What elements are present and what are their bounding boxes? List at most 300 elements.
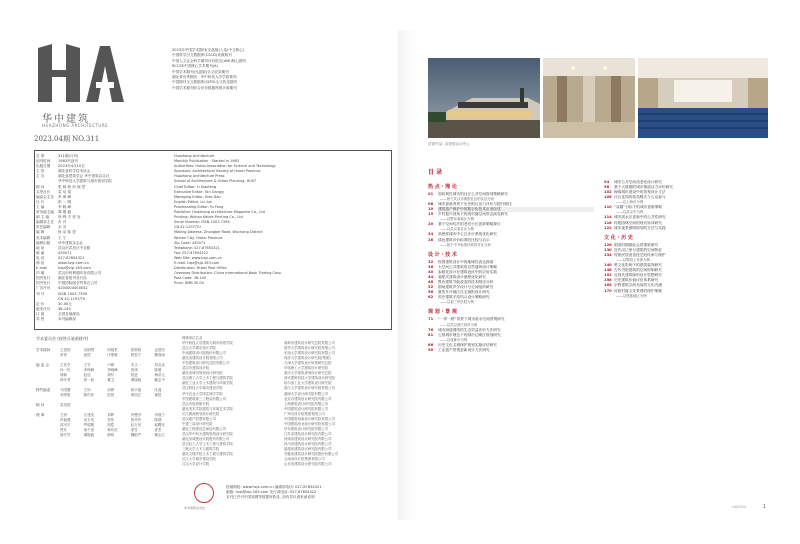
toc-item-subtitle: ——以某三甲医院为例 — [440, 300, 474, 305]
info-en-line: Distribution: Hubei Post Office — [174, 266, 227, 271]
committee-member: 冀志江 — [154, 433, 165, 437]
info-value: 王 宁 — [58, 235, 67, 240]
committee-member: 黄居正 — [130, 393, 142, 397]
member-unit: 华中科技大学建筑与城市规划学院 — [182, 341, 233, 346]
committee-group-label: 理 事 — [36, 413, 45, 417]
toc-item-title: 传统村落文化景观的保护策略 — [614, 288, 662, 293]
committee-member: 李保峰 — [83, 368, 95, 372]
award-line: 2023年中国学术期刊(光盘版)入选(中文核心) — [172, 48, 245, 52]
committee-group — [36, 363, 176, 383]
committee-names — [60, 388, 176, 398]
committee-member: 马国馨 — [60, 388, 71, 392]
toc-item-title: 城市公共空间适老化设计研究 — [614, 180, 662, 184]
toc-item-title: 宗教建筑空间布局的文化内涵 — [614, 283, 662, 288]
toc-item-subtitle: ——以武汉市为例 — [616, 210, 644, 215]
info-value: 武汉市科利德印务有限公司 — [58, 271, 102, 276]
info-value: 湖北省报刊发行局 — [58, 276, 87, 281]
member-unit: 中建三局设计研究院 — [182, 421, 213, 426]
toc-item-title: 既有建筑节能改造的技术路径分析 — [438, 280, 494, 285]
info-value: 本刊编辑部 — [58, 317, 76, 321]
member-unit: 广州市设计院集团有限公司 — [284, 411, 325, 416]
award-line: 中国期刊全文数据库(CJFD)全文收录期刊 — [172, 80, 238, 85]
toc-item-title: 近现代建筑师的设计思想研究 — [614, 273, 662, 278]
toc-item-title: 剧场建筑声学设计与空间组织研究 — [438, 285, 494, 290]
toc-item-title: 绿色建筑评价标准的比较与启示 — [438, 237, 490, 242]
committee-member: 庄惟敏 — [107, 353, 118, 357]
exterior-photo — [428, 58, 540, 138]
toc-column-left — [428, 180, 594, 353]
toc-page-number: 126 — [604, 242, 612, 247]
exterior-photo-graphic — [428, 58, 540, 138]
info-key: 网 址 — [36, 260, 45, 265]
member-unit: 中南建筑设计院股份有限公司 — [182, 351, 227, 356]
member-unit: 华东建筑设计研究院有限公司 — [284, 426, 329, 431]
info-en-line: Wuhan City, Hubei Province — [174, 235, 223, 240]
contents-page — [424, 30, 780, 520]
committee-member: 戴志中 — [154, 378, 165, 382]
committee-group-label: 学术顾问 — [36, 348, 51, 352]
info-key: 零 售 — [36, 317, 45, 321]
info-key: E-mail — [36, 266, 48, 271]
info-key: 邮发代号 — [36, 306, 51, 311]
info-key: 编辑部主任 — [36, 220, 54, 225]
toc-page-number: 01 — [428, 192, 434, 196]
member-unit: 清华大学建筑设计研究院有限公司 — [284, 346, 335, 351]
committee-member: 张锦秋 — [130, 348, 142, 352]
seal-icon — [194, 483, 214, 503]
member-unit: 江汉大学设计学院 — [182, 462, 210, 467]
info-key: 创刊时间 — [36, 159, 51, 164]
committee-member: 刘克成 — [154, 363, 165, 367]
member-unit: 湖北工程建设总承包有限公司 — [182, 426, 227, 431]
ha-logo — [36, 44, 126, 104]
award-line: 湖北省优秀期刊 · 华中科技大学学报系列 — [172, 75, 237, 80]
info-value: 311期(月刊) — [58, 154, 79, 158]
committee-member: 曾坚 — [154, 428, 162, 432]
info-en-line: Post Code: 38-140 — [174, 276, 207, 281]
info-key: 美术编辑 — [36, 235, 51, 240]
toc-item-subtitle: ——基于武汉市典型社区的实证分析 — [440, 197, 495, 202]
toc-item — [428, 348, 594, 353]
committee-names — [60, 403, 176, 408]
member-unit: 湖北美术学院建筑与环境艺术学院 — [182, 406, 233, 411]
toc-page-number: 10 — [428, 207, 434, 212]
member-unit: 福建省建筑设计研究院有限公司 — [284, 447, 332, 452]
toc-item — [604, 289, 776, 294]
logo-english-name: HUAZHONG ARCHITECTURE — [42, 123, 109, 128]
toc-item-title: 基于大数据的城市街道活力评价研究 — [614, 185, 673, 190]
info-value: 华中科技大学建筑与城市规划学院 — [58, 179, 112, 184]
member-unit: 四川省建筑设计研究院有限公司 — [284, 441, 332, 446]
committee-member: 陈伯冲 — [83, 393, 95, 397]
committee-member: 张颀 — [130, 368, 138, 372]
toc-item-title: 建筑遗产保护中的数字化技术应用综述 — [438, 207, 594, 212]
committee-names — [60, 413, 176, 438]
info-value: ISSN 1003-739X — [58, 291, 88, 296]
award-line: 中国人文社会科学期刊评价报告(AMI)核心期刊 — [172, 58, 247, 63]
committee-member: 刘晖 — [107, 413, 115, 417]
member-unit: 湖南大学设计研究院有限公司 — [284, 391, 329, 396]
toc-item-title: 传统园林空间的现代转译研究 — [614, 220, 662, 225]
toc-page-number: 146 — [604, 268, 612, 273]
info-key: 地 址 — [36, 245, 45, 250]
info-key: 名誉社长 — [36, 189, 51, 194]
toc-section-title: 文 化 · 历 史 — [604, 234, 633, 241]
member-unit: 山东省建筑设计研究院有限公司 — [284, 462, 332, 467]
committee-group — [36, 348, 176, 358]
info-value: 湖北省建筑学会 华中建筑杂志社 — [58, 174, 110, 179]
committee-member: 韩冬青 — [60, 378, 71, 382]
member-unit: 武汉市规划研究院 — [182, 401, 210, 406]
award-line: 中国科学引文数据库(CSCD)来源期刊 — [172, 53, 232, 58]
committee-member: 魏皓严 — [130, 433, 142, 437]
toc-page-number: 36 — [428, 264, 434, 269]
toc-item-subtitle: ——以鄂东南地区为例 — [440, 217, 474, 222]
toc-page-number: 118 — [604, 220, 612, 225]
committee-member: 董卫 — [107, 378, 115, 382]
toc-page-number: 106 — [604, 195, 612, 200]
toc-item — [428, 317, 594, 322]
member-unit: 武汉华中科大建筑规划设计研究院 — [182, 431, 233, 436]
info-key: 订 阅 — [36, 311, 45, 316]
committee-member: 梁雪 — [130, 428, 138, 432]
toc-item-title: 夏热冬冷地区住宅遮阳设计研究 — [438, 290, 490, 295]
info-en-line: CN 42-1197/TU — [174, 225, 201, 230]
info-en-line: Sponsors: Architectural Society of Hubei Province — [174, 169, 261, 174]
logo-chinese-name: 华中建筑 — [42, 114, 90, 125]
info-value: 余 芳 — [58, 225, 67, 230]
info-value: 彭 一 刚 — [58, 199, 72, 204]
awards-list — [172, 48, 372, 91]
toc-page-number: 20 — [428, 222, 434, 227]
toc-item-title: 公园城市理念下的城市边缘区规划研究 — [438, 332, 501, 337]
member-unit: 深圳市建筑设计研究总院有限公司 — [284, 341, 335, 346]
masthead-page — [22, 30, 394, 520]
committee-member: 龚恺 — [154, 393, 162, 397]
committee-member: 宋晔皓 — [60, 393, 71, 397]
committee-member: 薛明 — [107, 433, 115, 437]
info-en-line: Managing Editor: Xiao Dan — [174, 194, 221, 199]
committee-member: 卢峰 — [107, 363, 115, 367]
member-unit: 安徽省建筑设计研究院股份有限公司 — [284, 452, 339, 457]
toc-page-number: 40 — [428, 269, 434, 274]
info-en-line: English Editor: Liu Jun — [174, 199, 213, 204]
toc-page-number: 32 — [428, 259, 434, 264]
toc-item-title: 传统民居营造技艺的传承与保护 — [614, 252, 666, 257]
toc-item-title: 基于空间句法的老旧小区更新策略探讨 — [438, 222, 501, 227]
committee-member: 范悦 — [107, 393, 115, 397]
info-value: CN 42-1197/TU — [58, 296, 86, 301]
toc-page-number: 76 — [428, 327, 434, 332]
toc-item-subtitle: ——以武汉两江四岸为例 — [440, 322, 478, 327]
masthead-info-en — [174, 154, 388, 286]
toc-page-number: 98 — [604, 185, 610, 190]
toc-item-title: 校园建筑设计中的地域性表达探索 — [438, 259, 494, 264]
member-unit: 湖北工业大学土木建筑与环境学院 — [182, 381, 233, 386]
toc-item-title: 城市绿道网络的生态效益评价方法研究 — [438, 327, 501, 332]
member-unit: 武汉大学城市设计学院 — [182, 346, 216, 351]
member-unit: 天津大学建筑设计规划研究总院 — [284, 361, 332, 366]
committee-group — [36, 403, 176, 408]
committee-member: 王竹 — [83, 363, 91, 367]
member-unit: 华南理工大学建筑设计研究院 — [284, 366, 329, 371]
toc-page-number: 44 — [428, 274, 434, 279]
committee-member: 程泰宁 — [130, 353, 142, 357]
member-unit: 中国建筑设计研究院有限公司 — [284, 406, 329, 411]
info-key: 邮 编 — [36, 250, 45, 255]
committee-member: 谭刚毅 — [83, 433, 95, 437]
committee-member: 王澍 — [60, 413, 67, 417]
info-key: 出版日期 — [36, 164, 51, 169]
member-unit: 中信建筑设计研究总院有限公司 — [182, 361, 230, 366]
committee-group — [36, 413, 176, 438]
info-en-line: Price: RMB 30.00 — [174, 281, 204, 286]
info-key: 责任编辑 — [36, 225, 51, 230]
committee-member: 吴硕贤 — [83, 348, 95, 352]
member-unit: 浙江大学建筑设计研究院有限公司 — [284, 386, 335, 391]
member-unit: 武汉市建筑设计院 — [182, 366, 210, 371]
member-unit: 西安建筑科技大学建筑设计研究院 — [284, 376, 335, 381]
info-key: 编委会主任 — [36, 194, 54, 199]
toc-page-number: 110 — [604, 205, 612, 210]
toc-item-subtitle: ——以恩施地区为例 — [616, 293, 647, 298]
committee-member: 王其亨 — [60, 363, 71, 367]
info-key: 电 话 — [36, 255, 45, 260]
committee-member: 李晓峰 — [107, 368, 118, 372]
committee-member: 李翔宁 — [154, 413, 165, 417]
info-key: 总 第 — [36, 154, 45, 158]
toc-item-title: 楚文化影响下的建筑装饰研究 — [614, 263, 662, 268]
committee-member: 孙一民 — [60, 368, 71, 372]
info-value: 肖 丹 — [58, 220, 67, 225]
committee-member: 袁培煌 — [60, 403, 71, 407]
committee-member: 黄印武 — [107, 428, 118, 432]
info-value: 谭 刚 毅 — [58, 210, 72, 215]
page-code: HA0304 — [732, 505, 746, 509]
info-value: 30.00元 — [58, 301, 72, 306]
committee-member: 沈迪 — [154, 388, 162, 392]
toc-item-title: 海绵城市建设中的景观设计方法 — [614, 190, 666, 195]
member-unit: 长江大学城市建设学院 — [182, 457, 216, 462]
info-en-line: E-mail: hzjz@vip.163.com — [174, 260, 220, 265]
toc-item-title: 面向韧性城市的社区公共空间规划策略研究 — [438, 192, 509, 196]
toc-section-title: 规 划 · 景 观 — [428, 309, 457, 316]
committee-member: 何镜堂 — [107, 348, 118, 352]
info-key: 常务副主编 — [36, 210, 54, 215]
committee-member: 徐千里 — [83, 428, 95, 432]
page-number: 1 — [762, 504, 766, 510]
toc-item-subtitle: ——以上海市为例 — [616, 200, 644, 205]
committee-member: 崔愷 — [83, 353, 91, 357]
toc-item-title: 参数化设计在建筑表皮中的应用实践 — [438, 269, 497, 274]
toc-item-subtitle: ——以成都市为例 — [440, 337, 468, 342]
toc-page-number: 130 — [604, 247, 612, 252]
member-unit: 中国建筑西南设计研究院有限公司 — [284, 416, 335, 421]
toc-item-title: 工业遗产景观更新设计方法研究 — [438, 347, 490, 352]
info-value: 李 保 峰 — [58, 194, 72, 199]
toc-page-number: 48 — [428, 280, 434, 285]
member-unit: 中国建筑西北设计研究院有限公司 — [284, 421, 335, 426]
masthead-info-cn — [36, 154, 170, 322]
toc-item-title: 大空间公共建筑的自然通风设计策略 — [438, 264, 497, 269]
toc-page-number: 90 — [428, 347, 434, 352]
info-en-line: Overseas Distribution: China International Book Trading Corp. — [174, 271, 282, 276]
committee-member: 周恺 — [107, 423, 115, 427]
committee-names — [60, 363, 176, 383]
award-line: RCCSE中国核心学术期刊(A) — [172, 64, 218, 69]
member-unit: 哈尔滨工业大学建筑设计研究院 — [284, 381, 332, 386]
info-en-line: Publisher: Huazhong Architecture Magazine Co., Ltd — [174, 210, 265, 215]
info-en-line: Printing: Wuhan Kelide Printing Co., Ltd — [174, 215, 243, 220]
info-key: 国内发行 — [36, 276, 51, 281]
info-value: 武汉市武昌区中北路 — [58, 245, 91, 250]
toc-item-title: 明清时期湖北会馆建筑研究 — [614, 242, 659, 247]
committee-member: 汤桦 — [107, 388, 115, 392]
info-row — [36, 317, 170, 322]
info-value: hzjz@vip.163.com — [58, 266, 91, 271]
info-key: 编 辑 — [36, 230, 45, 235]
member-unit: 东南大学建筑设计研究院有限公司 — [284, 351, 335, 356]
info-en-line: Mailing Address: Zhongbei Road, Wuchang District — [174, 230, 263, 235]
toc-page-number: 140 — [604, 263, 612, 268]
toc-page-number: 94 — [604, 180, 610, 184]
member-unit: 北京市建筑设计研究院有限公司 — [284, 396, 332, 401]
committee-member: 肖毅强 — [60, 418, 71, 422]
committee-member: 丘建发 — [83, 413, 95, 417]
toc-section-title: 设 计 · 技 术 — [428, 251, 457, 258]
info-en-line: Authorities: Hubei Association for Science and Technology — [174, 164, 276, 169]
info-value: 湖北省科学技术协会 — [58, 169, 91, 174]
toc-item-title: 历史文化名城保护规划实施评估研究 — [438, 342, 497, 347]
info-key: 副 主 编 — [36, 215, 50, 220]
toc-page-number: 164 — [604, 283, 612, 288]
photo-caption: 封面作品: 某校园活动中心 — [428, 142, 470, 146]
member-unit: 江苏省建筑设计研究院有限公司 — [284, 431, 332, 436]
info-value: 38-140 — [58, 306, 71, 311]
toc-item-subtitle: ——基于中外标准体系的对比分析 — [440, 242, 491, 247]
committee-member: 段进 — [130, 373, 138, 377]
toc-item-title: 高密度城市中心区步行系统优化研究 — [438, 232, 497, 237]
member-unit: 长江勘测规划设计研究院 — [182, 411, 220, 416]
committee-member: 孟建民 — [154, 348, 165, 352]
committee-member: 周畅 — [60, 373, 67, 377]
info-value: 027-87654321 — [58, 255, 85, 260]
committee-member: 谭刚毅 — [130, 378, 142, 382]
toc-item-title: “双碳”目标下的城市更新策略 — [614, 205, 663, 210]
committee-member: 王昀 — [83, 388, 91, 392]
committee-group-label: 顾 问 — [36, 403, 45, 407]
toc-column-right — [604, 180, 776, 299]
info-value: 中国国际图书贸易总公司 — [58, 281, 98, 286]
committee-member: 许懋彦 — [130, 413, 142, 417]
spine-gutter — [398, 30, 420, 520]
toc-page-number: 56 — [428, 290, 434, 295]
auditorium-photo — [638, 58, 768, 138]
hall-photo — [543, 58, 635, 138]
committee-member: 赵万民 — [130, 423, 142, 427]
toc-item-title: “一带一路”背景下城市滨水空间景观研究 — [438, 317, 505, 322]
cover-photos — [428, 58, 768, 138]
member-unit: 中国建筑第三工程局有限公司 — [182, 396, 227, 401]
toc-item-title: 医疗建筑平疫结合设计策略研究 — [438, 295, 490, 300]
info-value: www.hzjz.com.cn — [58, 260, 89, 265]
auditorium-photo-graphic — [638, 58, 768, 138]
member-unit: 湖北省建筑设计院有限公司 — [182, 356, 223, 361]
info-en-line: Telephone: 027-87654321 — [174, 245, 220, 250]
toc-item-title: 乡村振兴视角下传统村落空间形态演变研究 — [438, 212, 509, 217]
toc-item-subtitle: ——以武汉某社区为例 — [440, 227, 474, 232]
member-unit: 华中农业大学园艺林学学院 — [182, 391, 223, 396]
info-value: 1983年创刊 — [58, 159, 78, 164]
toc-page-number: 152 — [604, 273, 612, 278]
committee-group-label: 编 委 会 — [36, 363, 50, 367]
toc-item — [428, 333, 594, 338]
committee-member: 梅洪元 — [154, 373, 165, 377]
member-unit: 武汉理工大学土木工程与建筑学院 — [182, 376, 233, 381]
committee-member: 赵辰 — [83, 373, 91, 377]
info-value: 张 锦 秋 何 镜 堂 — [58, 184, 86, 189]
info-en-line: Monthly Publication · Started in 1983 — [174, 159, 239, 164]
contact-line: 邮箱: hzjz@vip.163.com 发行部电话: 027-87654322 — [226, 490, 317, 495]
committee-names — [60, 348, 176, 358]
committee-member: 贾东 — [60, 428, 67, 432]
toc-page-number: 134 — [604, 252, 612, 257]
issue-number: 2023.04期 NO.311 — [34, 135, 100, 143]
committee-member: 陈纲 — [154, 418, 162, 422]
committee-list — [36, 348, 176, 443]
info-key: 印 刷 — [36, 271, 45, 276]
toc-item — [604, 226, 776, 231]
committee-title: 学术委员会 (按姓氏笔画排序) — [36, 336, 89, 341]
member-unit: 武汉轻工大学土木工程与建筑学院 — [182, 441, 233, 446]
toc-page-number: 24 — [428, 232, 434, 237]
seal-label: 华中建筑杂志社 — [184, 506, 206, 510]
contact-line: 投稿网址: www.hzjz.com.cn 编辑部电话: 027-87654321 — [226, 485, 322, 489]
info-en-line: Huazhong Architecture Press — [174, 174, 225, 179]
toc-page-number: 28 — [428, 237, 434, 242]
contact-info — [226, 485, 394, 501]
info-en-line: Huazhong Architecture — [174, 154, 215, 158]
committee-member: 罗德胤 — [83, 423, 95, 427]
toc-heading: 目 录 — [428, 169, 443, 176]
info-en-line: Serial Number: ISSN 1003-739X — [174, 220, 230, 225]
member-units-heading: 理事单位名录 — [182, 336, 203, 340]
ha-logo-graphic — [36, 44, 126, 104]
committee-member: 朱文一 — [130, 363, 142, 367]
toc-item-title: 社区花园的营造模式与公众参与 — [614, 195, 666, 200]
toc-page-number: 170 — [604, 288, 612, 293]
info-value: 4200004000052 — [58, 286, 88, 291]
member-unit: 武汉地产控股有限公司 — [182, 416, 216, 421]
info-en-line: Chief Editor: Li Xiaofeng — [174, 184, 217, 189]
member-unit: 湖北文理学院土木工程与建筑学院 — [182, 452, 233, 457]
toc-page-number: 06 — [428, 202, 434, 207]
toc-item-title: 城市滨水区更新中的公共性研究 — [614, 215, 666, 220]
member-unit: 三峡大学土木与建筑学院 — [182, 447, 220, 452]
info-en-line: Fax: 027-87654322 — [174, 250, 208, 255]
committee-member: 常青 — [60, 353, 67, 357]
toc-page-number: 15 — [428, 212, 434, 217]
info-value: 430071 — [58, 250, 72, 255]
committee-member: 魏春雨 — [154, 353, 165, 357]
member-unit: 湖北省城市规划设计研究院 — [182, 371, 223, 376]
member-unit: 云南省设计院集团有限公司 — [284, 457, 325, 462]
info-en-line: Proofreading Editor: Yu Fang — [174, 204, 224, 209]
toc-item — [428, 238, 594, 243]
committee-member: 张彤 — [107, 418, 115, 422]
member-units-right — [284, 336, 392, 467]
committee-member: 邵韦平 — [60, 423, 71, 427]
